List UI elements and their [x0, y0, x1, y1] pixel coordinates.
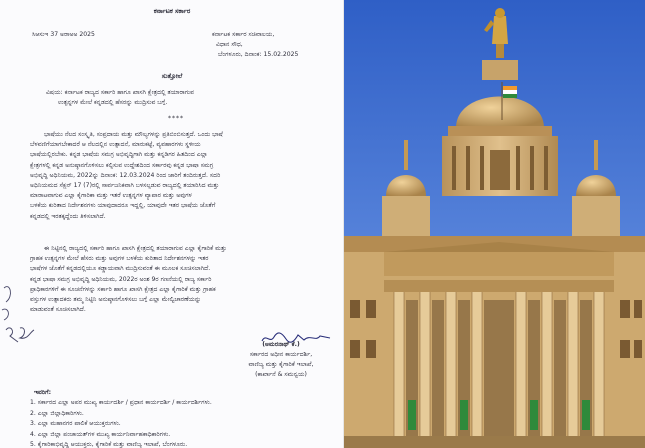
- paragraph-line: ವಸ್ತುಗಳ ಉತ್ಪಾದಕರು ತಮ್ಮ ನಿಟ್ಟಿನಿ ಅನುಷ್ಠಾನಗೊಳಿಸಲು ಬಗ್ಗೆ ಎಲ್ಲಾ ಮೇಲ್ವಿಚಾರಣೆಯನ್ನು: [30, 296, 202, 304]
- signer-name: (ಅಮರನಾಥ್ ಕೆ.): [262, 341, 300, 348]
- order-number: ಸಿಆಸುಇ 37 ಅರಾಅಅ 2025: [32, 31, 95, 38]
- recipient-item: 5. ಕೈಗಾರಿಕಾಭಿವೃದ್ಧಿ ಆಯುಕ್ತರು, ಕೈಗಾರಿಕೆ ಮತ್ತು ವಾಣಿಜ್ಯ ಇಲಾಖೆ, ಬೆಂಗಳೂರು.: [30, 441, 188, 448]
- paragraph-line: ಬಳಕೆಯ ಕುರಿತಾದ ನಿರ್ದೇಶನಗಳು ಯಾವುದಾದರೂ ಇದ್ದಲ್ಲಿ, ಯಾವುದೇ ಇತರ ಭಾಷೆಯ ಜೊತೆಗೆ: [30, 202, 216, 210]
- circular-heading: ಸುತ್ತೋಲೆ: [161, 72, 183, 80]
- subject-line: ವಿಷಯ: ಕರ್ನಾಟಕ ರಾಜ್ಯದ ಸರ್ಕಾರಿ ಹಾಗೂ ಖಾಸಗಿ ಕ್ಷೇತ್ರದಲ್ಲಿ ತಯಾರಾಗುವ: [46, 89, 194, 96]
- paragraph-line: ಕನ್ನಡದಲ್ಲಿ ಇರತಕ್ಕದ್ದೆಂದು ತಿಳಿಸಲಾಗಿದೆ.: [30, 212, 106, 220]
- subject-block: [46, 88, 338, 108]
- signer-block: [222, 340, 340, 380]
- paragraph-1: [30, 130, 334, 222]
- signer-line: ವಾಣಿಜ್ಯ ಮತ್ತು ಕೈಗಾರಿಕೆ ಇಲಾಖೆ,: [248, 361, 314, 368]
- recipients-list: [30, 398, 340, 448]
- government-header: ಕರ್ನಾಟಕ ಸರ್ಕಾರ: [153, 7, 191, 15]
- paragraph-line: ಭಾಷೆಯು ನೆಲದ ಸಂಸ್ಕೃತಿ, ಸಂಪ್ರದಾಯ ಮತ್ತು ಮೌಲ್ಯಗಳನ್ನು ಪ್ರತಿಬಿಂಬಿಸುತ್ತದೆ. ಒಂದು ಭಾಷೆ: [44, 131, 223, 138]
- recipients-title: ಇವರಿಗೆ:: [34, 389, 52, 396]
- subject-line: ಉತ್ಪನ್ನಗಳ ಮೇಲೆ ಕನ್ನಡದಲ್ಲಿ ಹೆಸರನ್ನು ಮುದ್ರಿಸುವ ಬಗ್ಗೆ.: [58, 99, 168, 107]
- paragraph-line: ಮಾರಾಟವಾಗುವ ಎಲ್ಲಾ ಕೈಗಾರಿಕಾ ಮತ್ತು ಇತರೆ ಉತ್ಪನ್ನಗಳ ವ್ಯಾಪಾರ ಮತ್ತು ಅವುಗಳ: [30, 192, 192, 200]
- vidhana-soudha-photo: [344, 0, 645, 448]
- office-address: [212, 30, 298, 60]
- paragraph-line: ಕನ್ನಡ ಭಾಷಾ ಸಮಗ್ರ ಅಭಿವೃದ್ಧಿ ಅಧಿನಿಯಮ, 2022ರ ಅಂಶ 9ರ ಗಣನೆಯಲ್ಲಿ ರಾಜ್ಯ ಸರ್ಕಾರಿ: [30, 275, 212, 283]
- recipient-item: 2. ಎಲ್ಲಾ ಜಿಲ್ಲಾಧಿಕಾರಿಗಳು.: [30, 409, 84, 417]
- office-line: ವಿಧಾನ ಸೌಧ,: [216, 41, 243, 48]
- paragraph-line: ಈ ನಿಟ್ಟಿನಲ್ಲಿ ರಾಜ್ಯದಲ್ಲಿ ಸರ್ಕಾರಿ ಹಾಗೂ ಖಾಸಗಿ ಕ್ಷೇತ್ರದಲ್ಲಿ ತಯಾರಾಗುವ ಎಲ್ಲಾ ಕೈಗಾರಿಕೆ ಮತ್ತು: [44, 245, 227, 252]
- paragraph-line: ಗ್ರಾಹಕ ಉತ್ಪನ್ನಗಳ ಮೇಲೆ ಹೆಸರು ಮತ್ತು ಅವುಗಳ ಬಳಕೆಯ ಕುರಿತಾದ ನಿರ್ದೇಶನಗಳನ್ನು ಇತರ: [30, 255, 209, 263]
- recipient-item: 4. ಎಲ್ಲಾ ಜಿಲ್ಲಾ ಪಂಚಾಯತ್‌ಗಳ ಮುಖ್ಯ ಕಾರ್ಯನಿರ್ವಾಹಕಾಧಿಕಾರಿಗಳು.: [30, 430, 171, 438]
- paragraph-line: ಭಾಷೆಗಳ ಜೊತೆಗೆ ಕನ್ನಡದಲ್ಲಿಯೂ ಕಡ್ಡಾಯವಾಗಿ ಮುದ್ರಿಸುವಂತೆ ಈ ಮೂಲಕ ಸೂಚಿಸಲಾಗಿದೆ.: [30, 265, 211, 273]
- paragraph-line: ಮಾಡುವಂತೆ ಸೂಚಿಸಲಾಗಿದೆ.: [30, 306, 86, 314]
- recipient-item: 1. ಸರ್ಕಾರದ ಎಲ್ಲಾ ಅಪರ ಮುಖ್ಯ ಕಾರ್ಯದರ್ಶಿ / ಪ್ರಧಾನ ಕಾರ್ಯದರ್ಶಿ / ಕಾರ್ಯದರ್ಶಿಗಳು.: [30, 399, 212, 406]
- handwritten-initials: [0, 280, 40, 350]
- paragraph-line: ಬೆಳವಣಿಗೆಯಾಗಬೇಕಾದರೆ ಆ ನೆಲದಲ್ಲಿನ ಉತ್ಪಾದನೆ, ಮಾರುಕಟ್ಟೆ, ವ್ಯವಹಾರಗಳು ಸ್ಥಳೀಯ: [30, 141, 201, 149]
- paragraph-line: ಅಧಿನಿಯಮದ ಸೆಕ್ಷನ್ 17 (7)ರಲ್ಲಿ ಸಾರ್ವಜನಿಕವಾಗಿ ಬಳಸಲ್ಪಡುವ ರಾಜ್ಯದಲ್ಲಿ ತಯಾರಿಸಿದ ಮತ್ತು: [30, 182, 219, 190]
- office-line: ಕರ್ನಾಟಕ ಸರ್ಕಾರ ಸಚಿವಾಲಯ,: [212, 31, 275, 38]
- office-line: ಬೆಂಗಳೂರು, ದಿನಾಂಕ: 15.02.2025: [218, 51, 299, 58]
- recipient-item: 3. ಎಲ್ಲಾ ಮಹಾನಗರ ಪಾಲಿಕೆ ಆಯುಕ್ತರುಗಳು.: [30, 420, 121, 427]
- signer-line: ಸರ್ಕಾರದ ಅಧೀನ ಕಾರ್ಯದರ್ಶಿ,: [249, 351, 313, 358]
- paragraph-line: ಕ್ಷೇತ್ರಗಳಲ್ಲಿ ಕನ್ನಡ ಅನುಷ್ಠಾನಗೊಳಿಸಲು ಕಲ್ಪಿಸುವ ಉದ್ದೇಶದಿಂದ ಸರ್ಕಾರವು ಕನ್ನಡ ಭಾಷಾ ಸಮಗ್ರ: [30, 161, 214, 169]
- paragraph-line: ಭಾಷೆಯಲ್ಲಿರಬೇಕು. ಕನ್ನಡ ಭಾಷೆಯ ಸಮಗ್ರ ಅಭಿವೃದ್ಧಿಗಾಗಿ ಮತ್ತು ಕನ್ನಡಿಗರ ಹಿತದಿಂದ ಎಲ್ಲಾ: [30, 151, 208, 159]
- separator-stars: ****: [168, 115, 184, 122]
- paragraph-line: ಪ್ರಾಧಿಕಾರಗಳಿಗೆ ಈ ಸೂಚನೆಗಳನ್ನು ಸರ್ಕಾರಿ ಹಾಗೂ ಖಾಸಗಿ ಕ್ಷೇತ್ರದ ಎಲ್ಲಾ ಕೈಗಾರಿಕೆ ಮತ್ತು ಗ್ರಾಹಕ: [30, 285, 216, 293]
- paragraph-2: [30, 244, 334, 315]
- paragraph-line: ಅಭಿವೃದ್ಧಿ ಅಧಿನಿಯಮ, 2022ನ್ನು ದಿನಾಂಕ: 12.03.2024 ರಿಂದ ಜಾರಿಗೆ ತಂದಿರುತ್ತದೆ. ಸದರಿ: [30, 171, 221, 179]
- signer-line: (ಕಾರ್ಖಾನೆ & ಸಮನ್ವಯ): [255, 371, 307, 378]
